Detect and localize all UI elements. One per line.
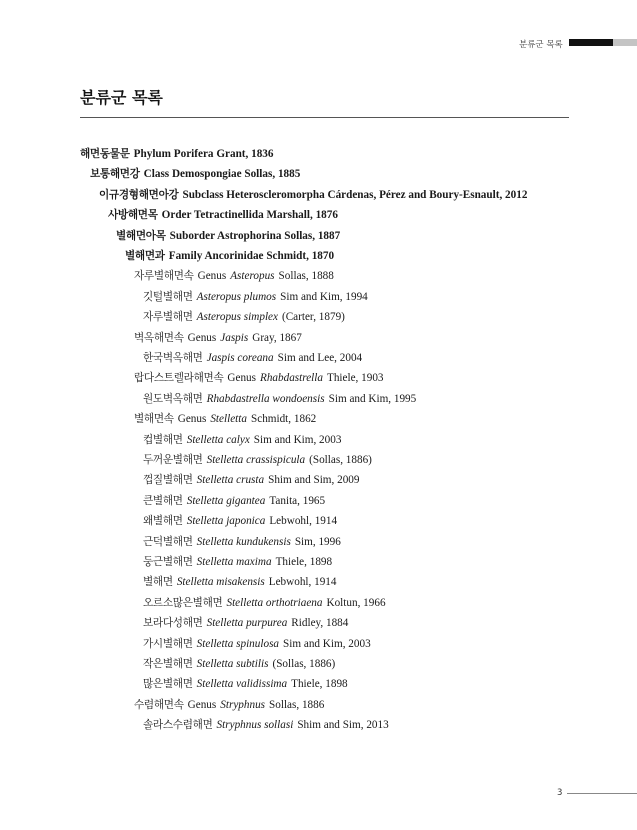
taxon-korean-name: 벽옥해면속: [134, 331, 184, 344]
taxon-korean-name: 별해면아목: [116, 229, 166, 242]
taxon-scientific-name: Stelletta calyx: [186, 433, 250, 446]
taxon-authority: Sim, 1996: [294, 535, 341, 548]
taxon-authority: Sim and Kim, 2003: [253, 433, 342, 446]
taxon-korean-name: 별해면: [143, 576, 173, 589]
taxon-entry: [143, 391, 416, 407]
taxon-authority: Ridley, 1884: [291, 617, 349, 630]
taxon-korean-name: 자루별해면: [143, 311, 193, 324]
taxon-korean-name: 솔라스수렴해면: [143, 719, 213, 732]
taxon-authority: Thiele, 1898: [291, 678, 348, 691]
taxon-rank-prefix: Class Demospongiae Sollas, 1885: [143, 168, 301, 181]
header-bar-dark: [569, 39, 613, 46]
taxon-entry: [143, 309, 345, 325]
taxon-scientific-name: Stelletta orthotriaena: [226, 596, 323, 609]
taxon-rank-prefix: Subclass Heteroscleromorpha Cárdenas, Pérez and Boury-Esnault, 2012: [182, 188, 528, 201]
taxon-scientific-name: Stelletta purpurea: [206, 617, 288, 630]
taxon-scientific-name: Rhabdastrella: [260, 372, 323, 385]
taxon-scientific-name: Stelletta spinulosa: [196, 637, 280, 650]
taxon-entry: [134, 697, 324, 713]
taxon-authority: Lebwohl, 1914: [269, 515, 338, 528]
taxon-entry: [143, 472, 359, 488]
taxon-entry: [143, 493, 325, 509]
taxon-scientific-name: Stelletta: [210, 413, 247, 426]
taxon-authority: (Sollas, 1886): [309, 454, 372, 466]
taxon-korean-name: 해면동물문: [80, 148, 130, 160]
taxon-korean-name: 두꺼운별해면: [143, 454, 203, 466]
taxon-authority: (Carter, 1879): [281, 311, 345, 324]
taxon-scientific-name: Jaspis: [220, 331, 249, 344]
taxon-authority: Sim and Kim, 1994: [280, 290, 368, 303]
taxon-rank-prefix: Suborder Astrophorina Sollas, 1887: [169, 229, 341, 242]
taxon-scientific-name: Stelletta crassispicula: [206, 454, 306, 466]
header-bar-light: [613, 39, 637, 46]
taxon-entry: [90, 166, 300, 182]
taxon-rank-prefix: Phylum Porifera Grant, 1836: [133, 148, 274, 160]
taxon-scientific-name: Asteropus simplex: [196, 311, 278, 324]
taxon-scientific-name: Stelletta japonica: [186, 515, 266, 528]
taxon-authority: (Sollas, 1886): [272, 658, 336, 670]
taxon-korean-name: 컵별해면: [143, 433, 183, 446]
taxon-authority: Sollas, 1886: [269, 698, 325, 711]
taxon-rank-prefix: Genus: [197, 270, 227, 283]
taxon-authority: Shim and Sim, 2013: [297, 719, 389, 732]
taxon-korean-name: 보통해면강: [90, 168, 140, 181]
taxon-entry: [143, 289, 368, 305]
taxon-korean-name: 왜별해면: [143, 515, 183, 528]
taxon-rank-prefix: Order Tetractinellida Marshall, 1876: [161, 209, 338, 222]
taxon-korean-name: 껍질별해면: [143, 474, 193, 487]
taxon-entry: [134, 370, 384, 386]
taxon-authority: Sim and Kim, 2003: [283, 637, 371, 650]
taxon-authority: Koltun, 1966: [326, 596, 386, 609]
taxon-scientific-name: Stryphnus sollasi: [216, 719, 294, 732]
taxon-entry: [108, 207, 338, 223]
taxon-korean-name: 둥근별해면: [143, 556, 193, 568]
taxon-korean-name: 가시별해면: [143, 637, 193, 650]
taxon-entry: [143, 595, 386, 611]
taxon-entry: [143, 676, 348, 692]
taxon-authority: Thiele, 1903: [326, 372, 384, 385]
taxon-entry: [134, 411, 316, 427]
taxon-scientific-name: Stelletta gigantea: [186, 494, 266, 507]
footer-divider: [567, 793, 637, 794]
taxon-korean-name: 사방해면목: [108, 209, 158, 222]
taxon-entry: [134, 330, 302, 346]
taxon-entry: [80, 146, 274, 162]
taxon-authority: Sollas, 1888: [278, 270, 334, 283]
taxon-authority: Gray, 1867: [252, 331, 302, 344]
taxon-entry: [125, 248, 334, 264]
taxon-scientific-name: Stelletta kundukensis: [196, 535, 291, 548]
taxon-korean-name: 랍다스트렐라해면속: [134, 372, 224, 385]
taxon-korean-name: 보라다성해면: [143, 617, 203, 630]
taxon-authority: Schmidt, 1862: [251, 413, 317, 426]
taxon-authority: Lebwohl, 1914: [268, 576, 337, 589]
taxon-korean-name: 별해면속: [134, 413, 174, 426]
taxon-korean-name: 많은별해면: [143, 678, 193, 691]
taxon-korean-name: 오르소많은별해면: [143, 596, 223, 609]
taxon-scientific-name: Rhabdastrella wondoensis: [206, 392, 325, 405]
taxon-scientific-name: Stelletta subtilis: [196, 658, 269, 670]
taxon-authority: Shim and Sim, 2009: [268, 474, 360, 487]
taxon-authority: Thiele, 1898: [275, 556, 333, 568]
taxon-entry: [143, 615, 348, 631]
taxon-rank-prefix: Genus: [177, 413, 207, 426]
running-header-label: 분류군 목록: [519, 40, 563, 50]
taxon-entry: [143, 452, 372, 468]
taxon-korean-name: 깃털별해면: [143, 290, 193, 303]
taxon-entry: [143, 513, 337, 529]
taxon-authority: Sim and Lee, 2004: [277, 352, 363, 364]
taxon-korean-name: 이규경형해면아강: [99, 188, 179, 201]
taxon-scientific-name: Stelletta validissima: [196, 678, 288, 691]
taxon-korean-name: 근덕별해면: [143, 535, 193, 548]
taxon-korean-name: 원도벽옥해면: [143, 392, 203, 405]
taxon-entry: [143, 717, 389, 733]
taxon-rank-prefix: Genus: [187, 698, 217, 711]
taxon-rank-prefix: Genus: [187, 331, 217, 344]
taxon-scientific-name: Stryphnus: [220, 698, 266, 711]
taxon-rank-prefix: Family Ancorinidae Schmidt, 1870: [168, 250, 335, 262]
taxon-entry: [143, 534, 341, 550]
taxon-scientific-name: Asteropus plumos: [196, 290, 277, 303]
taxon-korean-name: 수렴해면속: [134, 698, 184, 711]
taxon-authority: Tanita, 1965: [269, 494, 326, 507]
title-divider: [80, 117, 569, 118]
taxon-entry: [143, 636, 371, 652]
taxon-entry: [143, 432, 341, 448]
page-number: 3: [557, 788, 563, 798]
taxon-korean-name: 한국벽옥해면: [143, 352, 203, 364]
taxon-entry: [143, 350, 362, 366]
taxon-entry: [143, 656, 335, 672]
taxon-korean-name: 별해면과: [125, 250, 165, 262]
taxon-entry: [99, 187, 527, 203]
taxon-korean-name: 큰별해면: [143, 494, 183, 507]
taxon-scientific-name: Jaspis coreana: [206, 352, 274, 364]
taxon-authority: Sim and Kim, 1995: [328, 392, 417, 405]
taxon-entry: [116, 228, 340, 244]
taxon-entry: [134, 268, 334, 284]
taxon-scientific-name: Stelletta crusta: [196, 474, 265, 487]
taxon-rank-prefix: Genus: [227, 372, 256, 385]
taxon-korean-name: 작은별해면: [143, 658, 193, 670]
taxon-scientific-name: Asteropus: [230, 270, 275, 283]
taxon-korean-name: 자루별해면속: [134, 270, 194, 283]
taxon-entry: [143, 574, 337, 590]
taxon-entry: [143, 554, 332, 570]
page-title: 분류군 목록: [80, 88, 163, 107]
taxon-scientific-name: Stelletta misakensis: [176, 576, 265, 589]
taxon-scientific-name: Stelletta maxima: [196, 556, 272, 568]
